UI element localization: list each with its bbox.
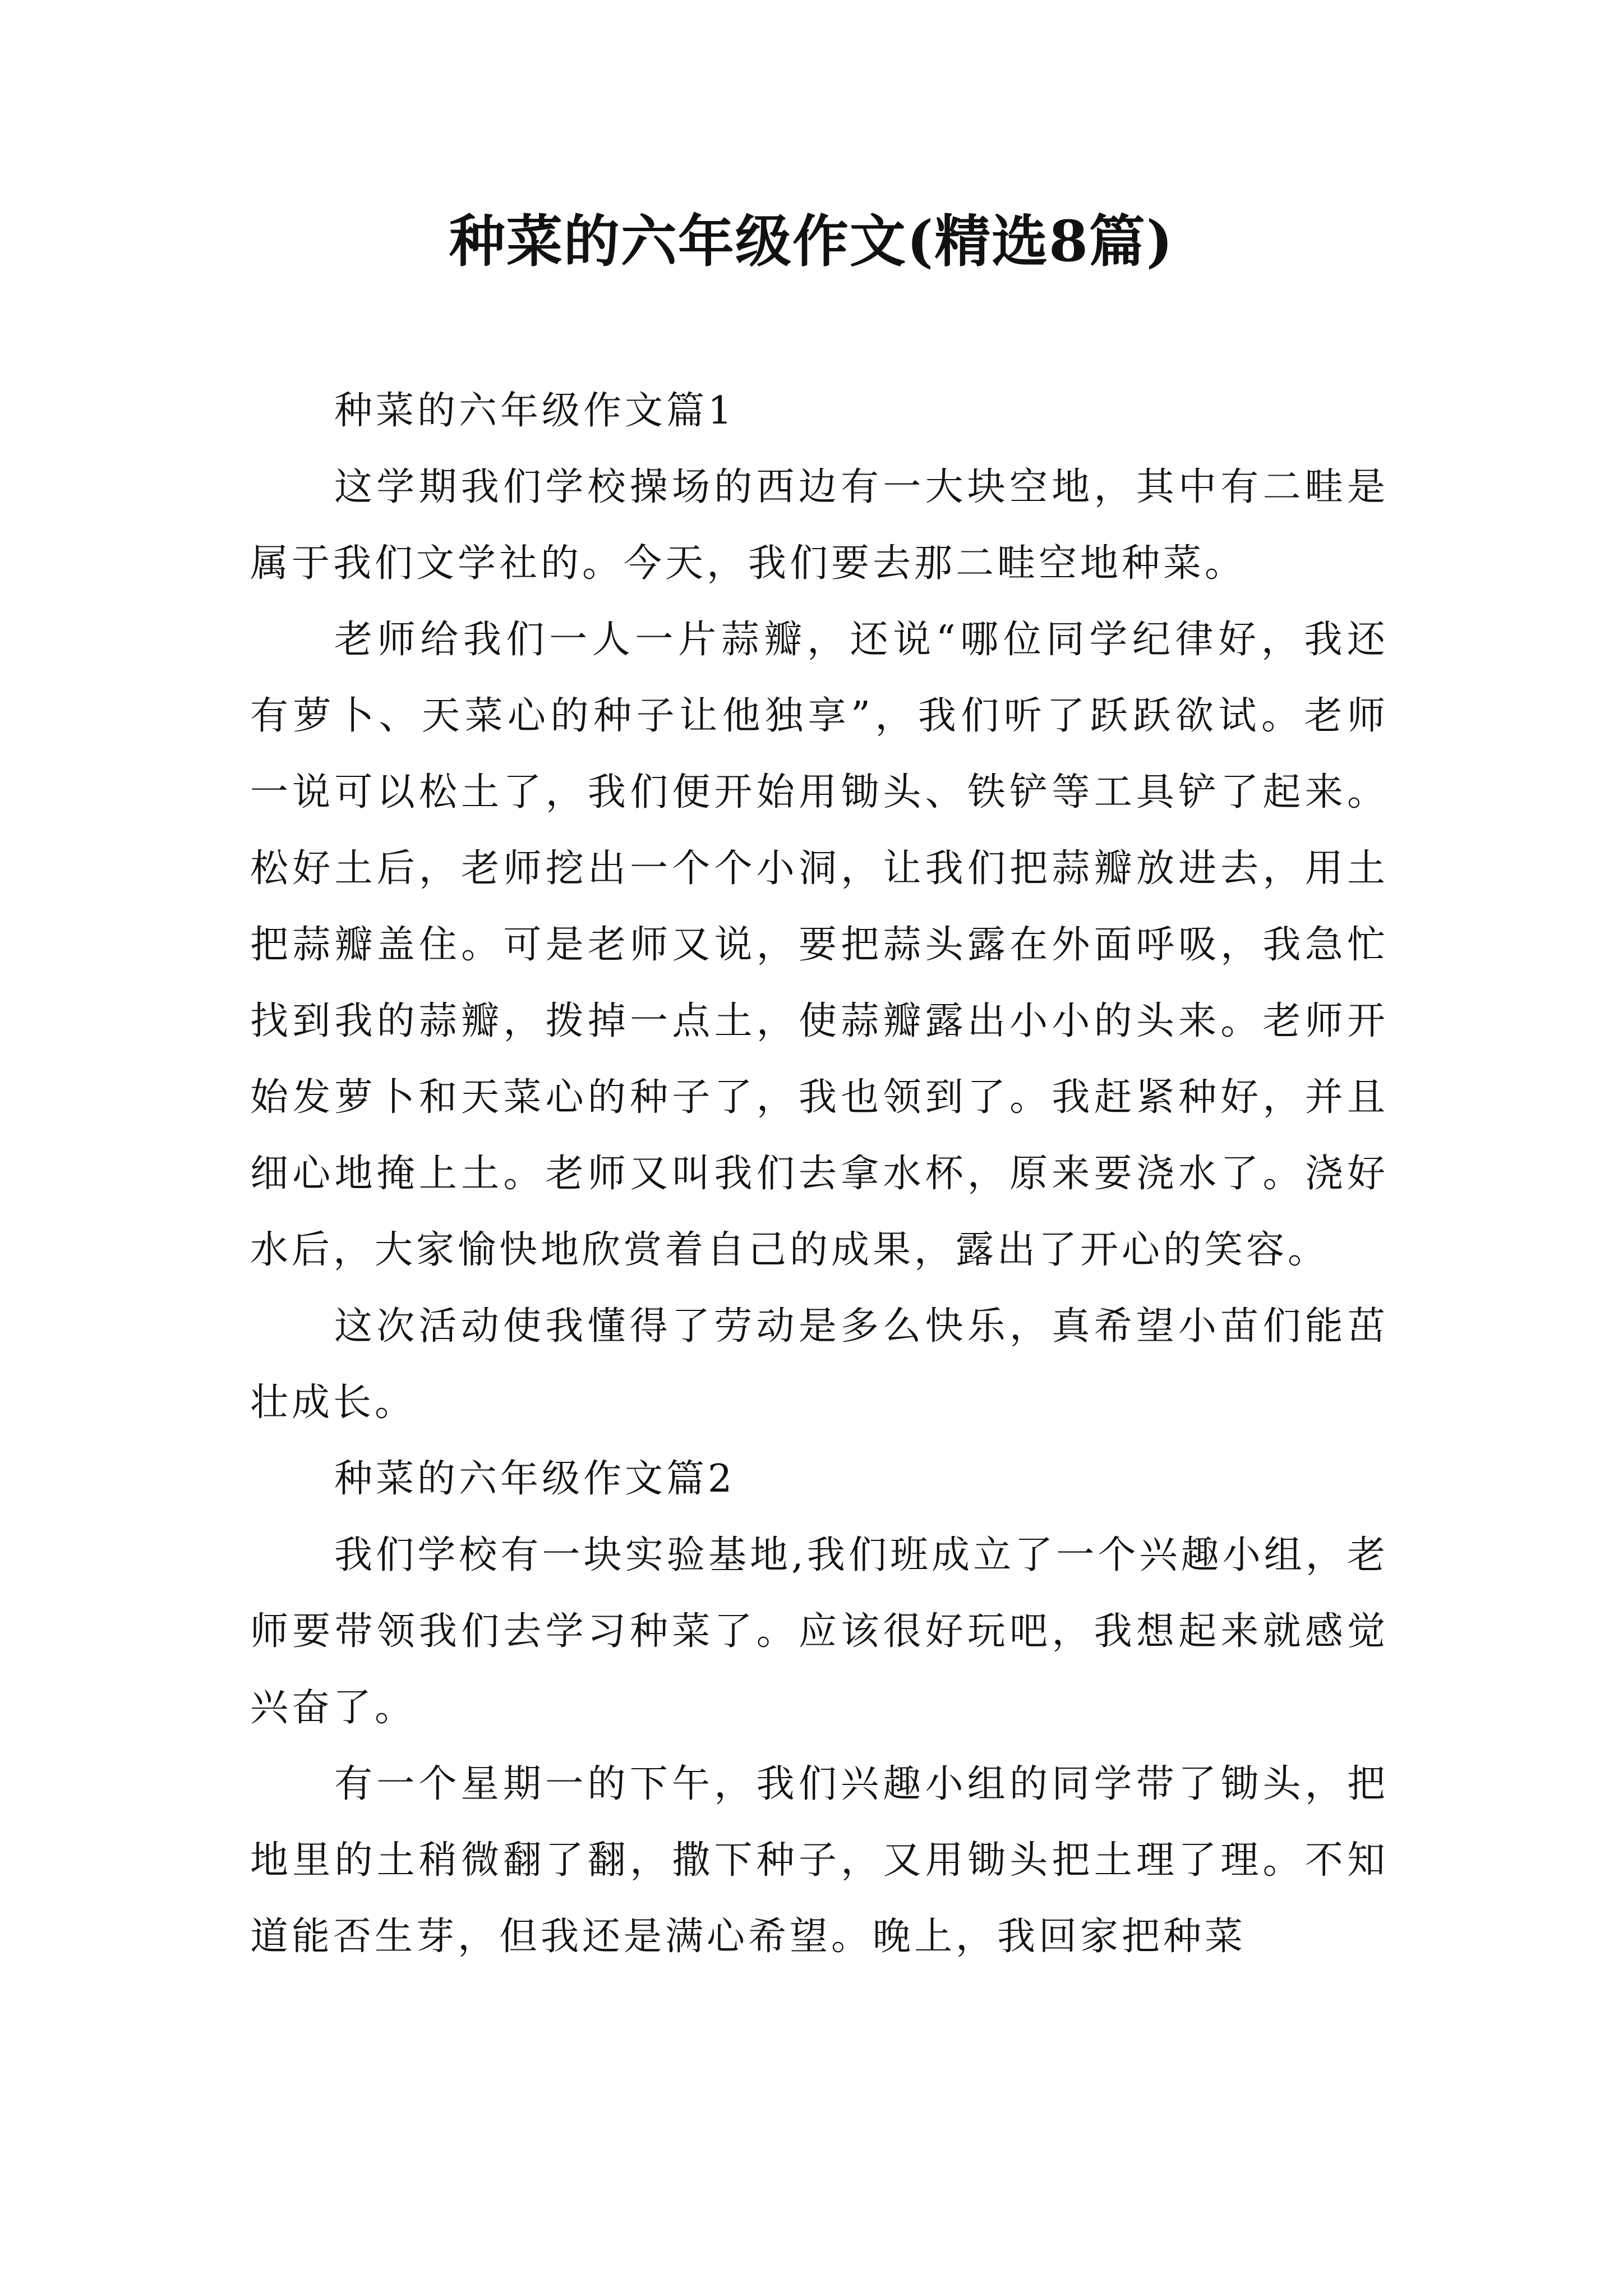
paragraph: 老师给我们一人一片蒜瓣，还说“哪位同学纪律好，我还有萝卜、天菜心的种子让他独享”，我们听了跃跃欲试。老师一说可以松土了，我们便开始用锄头、铁铲等工具铲了起来。松好土后，老师挖出一个个小洞，让我们把蒜瓣放进去，用土把蒜瓣盖住。可是老师又说，要把蒜头露在外面呼吸，我急忙找到我的蒜瓣，拨掉一点土，使蒜瓣露出小小的头来。老师开始发萝卜和天菜心的种子了，我也领到了。我赶紧种好，并且细心地掩上土。老师又叫我们去拿水杯，原来要浇水了。浇好水后，大家愉快地欣赏着自己的成果，露出了开心的笑容。 [250, 618, 1389, 1272]
paragraph: 这学期我们学校操场的西边有一大块空地，其中有二畦是属于我们文学社的。今天，我们要去那二畦空地种菜。 [250, 465, 1389, 586]
paragraph: 我们学校有一块实验基地,我们班成立了一个兴趣小组，老师要带领我们去学习种菜了。应该很好玩吧，我想起来就感觉兴奋了。 [250, 1533, 1389, 1730]
section-heading: 种菜的六年级作文篇1 [334, 389, 736, 433]
document-title: 种菜的六年级作文(精选8篇) [449, 208, 1174, 274]
paragraph: 有一个星期一的下午，我们兴趣小组的同学带了锄头，把地里的土稍微翻了翻，撒下种子，又用锄头把土理了理。不知道能否生芽，但我还是满心希望。晚上，我回家把种菜 [250, 1762, 1389, 1959]
section-heading: 种菜的六年级作文篇2 [334, 1457, 736, 1501]
paragraph: 这次活动使我懂得了劳动是多么快乐，真希望小苗们能茁壮成长。 [250, 1304, 1389, 1425]
document-body [250, 373, 1389, 1975]
